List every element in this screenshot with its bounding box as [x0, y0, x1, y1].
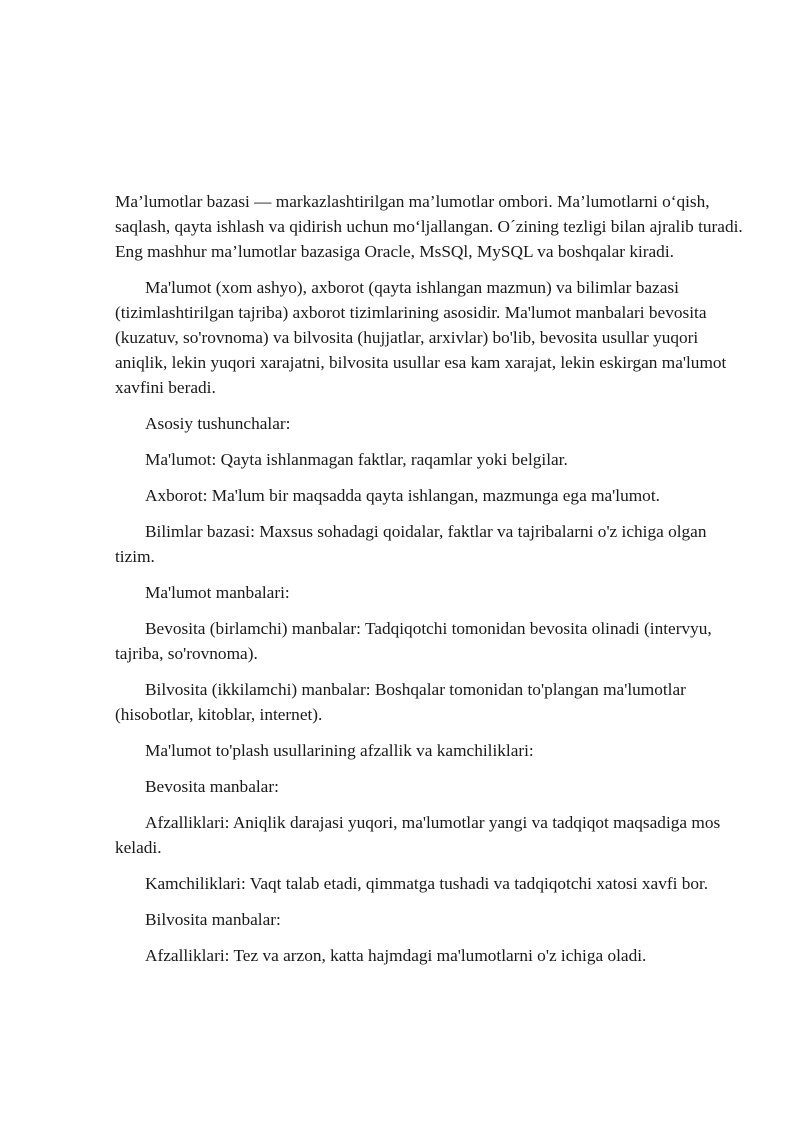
- paragraph-secondary-advantages: Afzalliklari: Tez va arzon, katta hajmdagi ma'lumotlarni o'z ichiga oladi.: [145, 946, 647, 965]
- paragraph-primary-advantages: Afzalliklari: Aniqlik darajasi yuqori, ma'lumotlar yangi va tadqiqot maqsadiga mos keladi.: [115, 813, 721, 857]
- paragraph-heading-sources: Ma'lumot manbalari:: [145, 583, 290, 602]
- paragraph-data-definition: Ma'lumot: Qayta ishlanmagan faktlar, raqamlar yoki belgilar.: [145, 450, 568, 469]
- paragraph-information-definition: Axborot: Ma'lum bir maqsadda qayta ishlangan, mazmunga ega ma'lumot.: [145, 486, 660, 505]
- paragraph-knowledge-base-definition: Bilimlar bazasi: Maxsus sohadagi qoidalar, faktlar va tajribalarni o'z ichiga olgan tizim.: [115, 522, 707, 566]
- paragraph-heading-secondary: Bilvosita manbalar:: [145, 910, 281, 929]
- paragraph-intro: Ma’lumotlar bazasi — markazlashtirilgan ma’lumotlar ombori. Ma’lumotlarni o‘qish, saqlash, qayta ishlash va qidirish uchun mo‘ljallangan. O´zining tezligi bilan ajralib turadi. Eng mashhur ma’lumotlar bazasiga Oracle, MsSQl, MySQL va boshqalar kiradi.: [115, 192, 743, 261]
- paragraph-heading-pros-cons: Ma'lumot to'plash usullarining afzallik va kamchiliklari:: [145, 741, 534, 760]
- paragraph-heading-concepts: Asosiy tushunchalar:: [145, 414, 291, 433]
- paragraph-overview: Ma'lumot (xom ashyo), axborot (qayta ishlangan mazmun) va bilimlar bazasi (tizimlashtirilgan tajriba) axborot tizimlarining asosidir. Ma'lumot manbalari bevosita (kuzatuv, so'rovnoma) va bilvosita (hujjatlar, arxivlar) bo'lib, bevosita usullar yuqori aniqlik, lekin yuqori xarajatni, bilvosita usullar esa kam xarajat, lekin eskirgan ma'lumot xavfini beradi.: [115, 278, 727, 397]
- paragraph-secondary-sources: Bilvosita (ikkilamchi) manbalar: Boshqalar tomonidan to'plangan ma'lumotlar (hisobotlar, kitoblar, internet).: [115, 680, 686, 724]
- paragraph-heading-primary: Bevosita manbalar:: [145, 777, 279, 796]
- paragraph-primary-disadvantages: Kamchiliklari: Vaqt talab etadi, qimmatga tushadi va tadqiqotchi xatosi xavfi bor.: [145, 874, 709, 893]
- paragraph-primary-sources: Bevosita (birlamchi) manbalar: Tadqiqotchi tomonidan bevosita olinadi (intervyu, tajriba, so'rovnoma).: [115, 619, 712, 663]
- document-body: [115, 189, 747, 979]
